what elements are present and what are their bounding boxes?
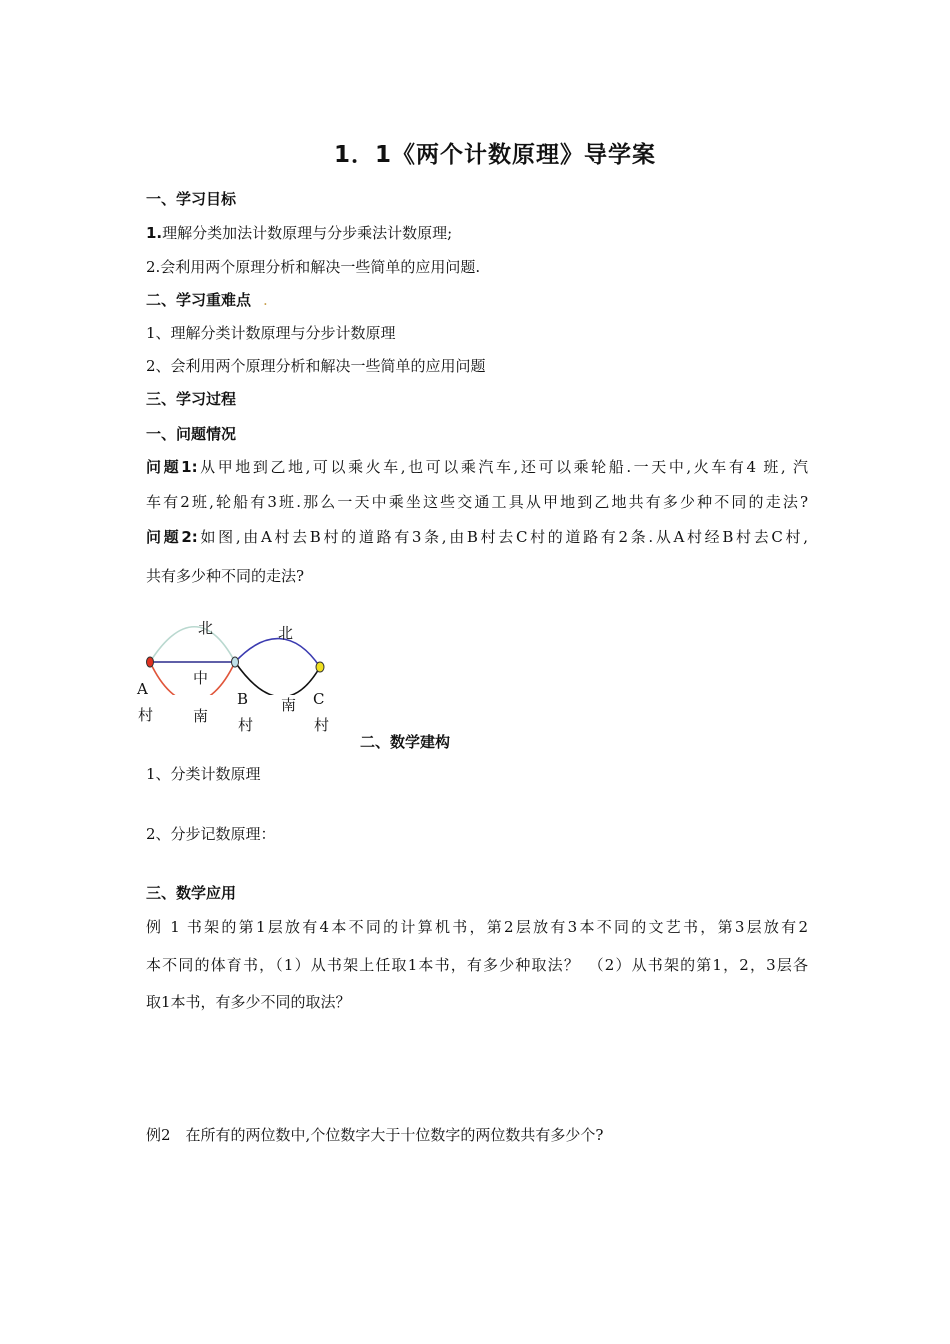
section-heading-process: 三、学习过程 (146, 390, 237, 408)
problem-1-line-1 (146, 458, 808, 476)
example-2: 例2 在所有的两位数中,个位数字大于十位数字的两位数共有多少个? (146, 1126, 604, 1144)
key-point-item-2: 2、会利用两个原理分析和解决一些简单的应用问题 (146, 357, 486, 375)
village-c-label-cun: 村 (314, 716, 330, 734)
construction-item-1: 1、分类计数原理 (146, 765, 261, 783)
problem-2-line-2: 共有多少种不同的走法? (146, 567, 305, 585)
road-b-c-north (235, 639, 320, 667)
road-a-b-north (150, 627, 235, 662)
road-label-south-1: 南 (193, 707, 209, 725)
problem-1-text-1: 从甲地到乙地,可以乘火车,也可以乘汽车,还可以乘轮船.一天中,火车有4 班, 汽 (197, 458, 809, 476)
section-heading-goals: 一、学习目标 (146, 190, 237, 208)
problem-2-line-1 (146, 528, 808, 546)
key-point-item-1: 1、理解分类计数原理与分步计数原理 (146, 324, 396, 342)
village-c-label: C (313, 690, 325, 708)
key-points-heading-text: 二、学习重难点 (146, 291, 252, 309)
goal-item-1-number: 1. (146, 224, 163, 242)
example-1-line-1: 例 1 书架的第1层放有4本不同的计算机书，第2层放有3本不同的文艺书，第3层放有2 (146, 918, 808, 936)
construction-item-2: 2、分步记数原理： (146, 825, 276, 843)
problem-1-label: 问题1: (146, 458, 198, 476)
problem-2-text-1: 如图,由A村去B村的道路有3条,由B村去C村的道路有2条.从A村经B村去C村, (197, 528, 808, 546)
section-heading-key-points (146, 291, 268, 309)
goal-item-2: 2.会利用两个原理分析和解决一些简单的应用问题. (146, 258, 481, 276)
goal-item-1-text: 理解分类加法计数原理与分步乘法计数原理; (162, 224, 453, 242)
goal-item-1 (146, 224, 452, 242)
village-a-label: A (137, 680, 148, 698)
section-heading-math-construction: 二、数学建构 (360, 733, 451, 751)
decorative-dot: . (263, 291, 268, 309)
road-label-north-1: 北 (198, 619, 214, 637)
section-heading-math-application: 三、数学应用 (146, 884, 237, 902)
village-a-label-cun: 村 (138, 706, 154, 724)
road-diagram (140, 615, 340, 695)
problem-1-line-2: 车有2班,轮船有3班.那么一天中乘坐这些交通工具从甲地到乙地共有多少种不同的走法? (146, 493, 808, 511)
road-label-north-2: 北 (278, 624, 294, 642)
subheading-problem-situation: 一、问题情况 (146, 425, 237, 443)
problem-2-label: 问题2: (146, 528, 198, 546)
example-1-line-3: 取1本书，有多少不同的取法？ (146, 993, 351, 1011)
village-a-node (147, 657, 154, 667)
road-label-south-2: 南 (281, 696, 297, 714)
village-b-node (232, 657, 239, 667)
village-b-label: B (237, 690, 249, 708)
village-c-node (316, 662, 324, 672)
road-label-middle: 中 (193, 669, 209, 687)
example-1-line-2: 本不同的体育书，（1）从书架上任取1本书，有多少种取法？ （2）从书架的第1，2，3层各 (146, 956, 808, 974)
page-title: 1．1《两个计数原理》导学案 (333, 142, 656, 168)
village-b-label-cun: 村 (238, 716, 254, 734)
